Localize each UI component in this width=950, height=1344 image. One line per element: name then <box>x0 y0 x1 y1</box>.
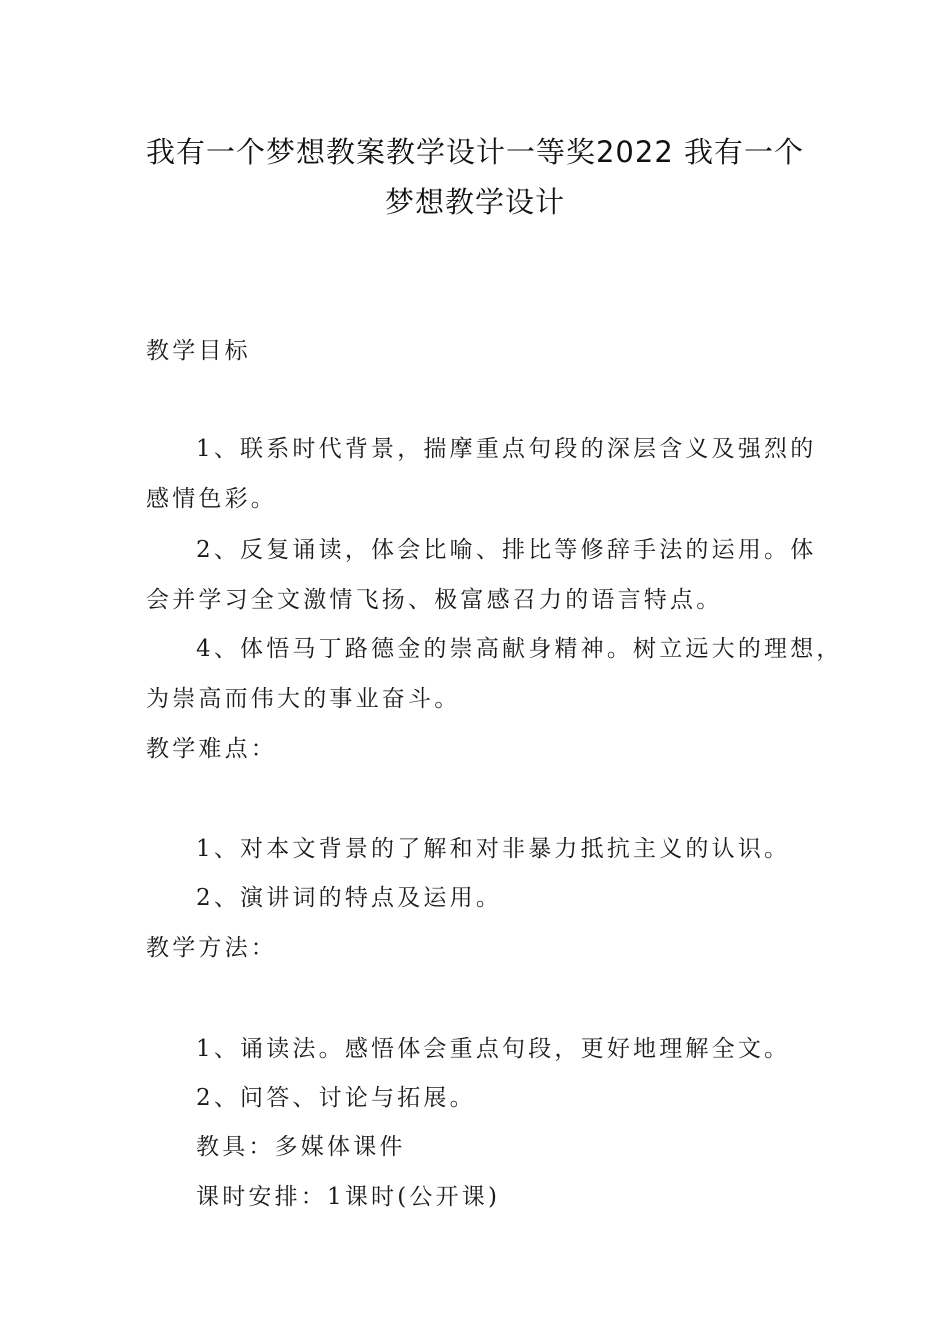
section-heading-methods: 教学方法： <box>146 935 277 961</box>
difficulty-1: 1、对本文背景的了解和对非暴力抵抗主义的认识。 <box>196 836 791 862</box>
method-1: 1、诵读法。感悟体会重点句段，更好地理解全文。 <box>196 1036 791 1062</box>
objective-1-line-2: 感情色彩。 <box>146 486 277 512</box>
document-title-line-2: 梦想教学设计 <box>384 185 565 219</box>
objective-2-line-1: 2、反复诵读，体会比喻、排比等修辞手法的运用。体 <box>196 537 817 563</box>
difficulty-2: 2、演讲词的特点及运用。 <box>196 885 503 911</box>
teaching-tools: 教具：多媒体课件 <box>196 1134 406 1160</box>
objective-3-line-2: 为崇高而伟大的事业奋斗。 <box>146 686 461 712</box>
objective-2-line-2: 会并学习全文激情飞扬、极富感召力的语言特点。 <box>146 587 723 613</box>
objective-1-line-1: 1、联系时代背景，揣摩重点句段的深层含义及强烈的 <box>196 436 817 462</box>
class-schedule: 课时安排：1课时(公开课) <box>196 1184 501 1210</box>
section-heading-objectives: 教学目标 <box>146 338 251 364</box>
objective-3-line-1: 4、体悟马丁路德金的崇高献身精神。树立远大的理想， <box>196 636 843 662</box>
method-2: 2、问答、讨论与拓展。 <box>196 1085 476 1111</box>
section-heading-difficulties: 教学难点： <box>146 736 277 762</box>
document-title-line-1: 我有一个梦想教案教学设计一等奖2022 我有一个 <box>145 135 805 169</box>
